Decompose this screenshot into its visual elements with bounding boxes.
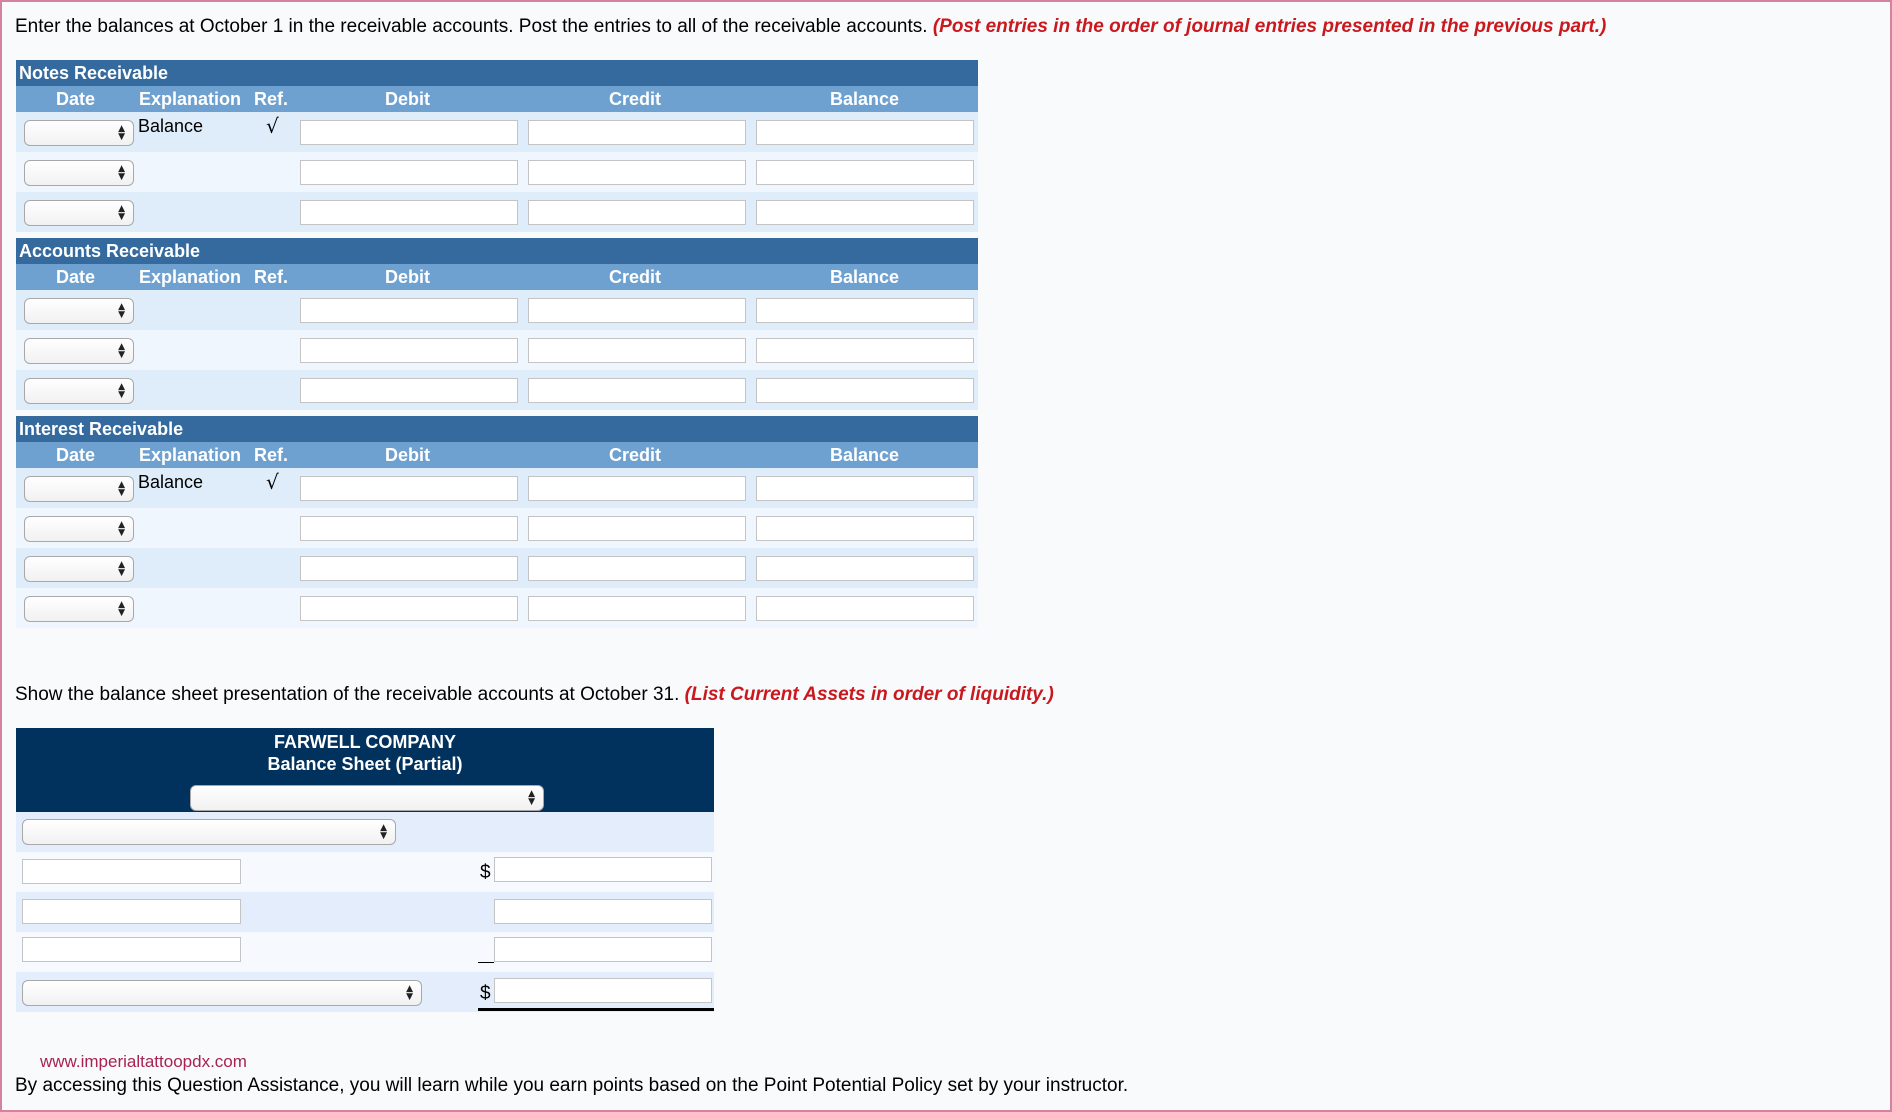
ledger-row — [16, 588, 978, 628]
checkmark-icon: √ — [266, 114, 279, 138]
ledger-row — [16, 192, 978, 232]
balance-input[interactable] — [756, 160, 974, 185]
stepper-arrows-icon: ▲ ▼ — [118, 600, 125, 618]
account-title: Accounts Receivable — [16, 238, 978, 264]
asset-row — [16, 892, 714, 932]
section-heading-row — [16, 812, 714, 852]
credit-input[interactable] — [528, 200, 746, 225]
company-name: FARWELL COMPANY — [273, 732, 456, 752]
stepper-arrows-icon: ▲ ▼ — [118, 204, 125, 222]
column-header-debit: Debit — [385, 267, 430, 287]
asset-amount-input[interactable] — [494, 857, 712, 882]
ledger-row — [16, 152, 978, 192]
double-underline — [478, 1008, 714, 1011]
stepper-arrows-icon: ▲ ▼ — [118, 560, 125, 578]
ledger-row — [16, 468, 978, 508]
date-select[interactable] — [24, 120, 134, 146]
asset-row — [16, 932, 714, 972]
column-header-credit: Credit — [609, 89, 662, 109]
asset-name-input[interactable] — [22, 937, 241, 962]
balance-input[interactable] — [756, 516, 974, 541]
column-header-ref: Ref. — [254, 445, 289, 465]
column-header-credit: Credit — [609, 267, 662, 287]
total-label-select[interactable] — [22, 980, 422, 1006]
stepper-arrows-icon: ▲ ▼ — [118, 164, 125, 182]
debit-input[interactable] — [300, 516, 518, 541]
date-select[interactable] — [24, 160, 134, 186]
instructions-part2 — [15, 684, 1054, 706]
balance-input[interactable] — [756, 596, 974, 621]
date-select[interactable] — [24, 516, 134, 542]
ledger-table — [16, 60, 978, 232]
column-header-date: Date — [56, 267, 96, 287]
ledger-row — [16, 290, 978, 330]
checkmark-icon: √ — [266, 470, 279, 494]
total-amount-input[interactable] — [494, 978, 712, 1003]
balance-input[interactable] — [756, 120, 974, 145]
column-header-row — [16, 442, 978, 468]
asset-amount-input[interactable] — [494, 937, 712, 962]
stepper-arrows-icon: ▲ ▼ — [118, 520, 125, 538]
credit-input[interactable] — [528, 338, 746, 363]
stepper-arrows-icon: ▲ ▼ — [118, 342, 125, 360]
debit-input[interactable] — [300, 338, 518, 363]
instructions-text: Enter the balances at October 1 in the receivable accounts. Post the entries to all of the receivable accounts. — [15, 16, 928, 37]
date-select[interactable] — [24, 556, 134, 582]
balance-sheet — [16, 728, 714, 1012]
asset-name-input[interactable] — [22, 859, 241, 884]
total-row — [16, 972, 714, 1012]
date-heading-select[interactable] — [190, 785, 544, 811]
instructions-note: (List Current Assets in order of liquidity.) — [684, 684, 1054, 705]
stepper-arrows-icon: ▲ ▼ — [528, 789, 535, 807]
account-title: Notes Receivable — [16, 60, 978, 86]
credit-input[interactable] — [528, 160, 746, 185]
balance-input[interactable] — [756, 556, 974, 581]
column-header-credit: Credit — [609, 445, 662, 465]
debit-input[interactable] — [300, 476, 518, 501]
credit-input[interactable] — [528, 476, 746, 501]
balance-input[interactable] — [756, 298, 974, 323]
section-heading-select[interactable] — [22, 819, 396, 845]
balance-input[interactable] — [756, 338, 974, 363]
column-header-explanation: Explanation — [139, 267, 242, 287]
credit-input[interactable] — [528, 556, 746, 581]
watermark: www.imperialtattoopdx.com — [40, 1052, 247, 1071]
credit-input[interactable] — [528, 298, 746, 323]
date-select[interactable] — [24, 298, 134, 324]
dollar-sign: $ — [480, 862, 491, 883]
balance-input[interactable] — [756, 378, 974, 403]
debit-input[interactable] — [300, 120, 518, 145]
column-header-balance: Balance — [830, 445, 900, 465]
date-select[interactable] — [24, 378, 134, 404]
statement-title: Balance Sheet (Partial) — [267, 754, 463, 774]
instructions-note: (Post entries in the order of journal entries presented in the previous part.) — [932, 16, 1607, 37]
column-header-row — [16, 86, 978, 112]
date-select[interactable] — [24, 476, 134, 502]
stepper-arrows-icon: ▲ ▼ — [118, 302, 125, 320]
asset-name-input[interactable] — [22, 899, 241, 924]
asset-amount-input[interactable] — [494, 899, 712, 924]
ledger-table — [16, 416, 978, 628]
ledger-row — [16, 548, 978, 588]
explanation-text: Balance — [138, 472, 204, 492]
date-select[interactable] — [24, 596, 134, 622]
debit-input[interactable] — [300, 596, 518, 621]
stepper-arrows-icon: ▲ ▼ — [118, 124, 125, 142]
debit-input[interactable] — [300, 298, 518, 323]
debit-input[interactable] — [300, 200, 518, 225]
debit-input[interactable] — [300, 160, 518, 185]
column-header-explanation: Explanation — [139, 89, 242, 109]
column-header-row — [16, 264, 978, 290]
explanation-text: Balance — [138, 116, 204, 136]
ledger-row — [16, 112, 978, 152]
ledger-row — [16, 330, 978, 370]
stepper-arrows-icon: ▲ ▼ — [380, 823, 387, 841]
column-header-ref: Ref. — [254, 89, 289, 109]
debit-input[interactable] — [300, 378, 518, 403]
stepper-arrows-icon: ▲ ▼ — [118, 382, 125, 400]
ledger-row — [16, 508, 978, 548]
account-title: Interest Receivable — [16, 416, 978, 442]
balance-input[interactable] — [756, 476, 974, 501]
column-header-balance: Balance — [830, 89, 900, 109]
column-header-balance: Balance — [830, 267, 900, 287]
column-header-debit: Debit — [385, 445, 430, 465]
column-header-date: Date — [56, 89, 96, 109]
credit-input[interactable] — [528, 596, 746, 621]
balance-sheet-header — [16, 728, 714, 812]
instructions-text: Show the balance sheet presentation of the receivable accounts at October 31. — [15, 684, 680, 705]
ledger-row — [16, 370, 978, 410]
instructions-part1 — [15, 16, 1606, 38]
stepper-arrows-icon: ▲ ▼ — [406, 984, 413, 1002]
balance-input[interactable] — [756, 200, 974, 225]
credit-input[interactable] — [528, 378, 746, 403]
dollar-sign: $ — [480, 983, 491, 1004]
underline — [478, 962, 494, 963]
footer-text: By accessing this Question Assistance, you will learn while you earn points based on the Point Potential Policy set by your instructor. — [15, 1075, 1129, 1096]
credit-input[interactable] — [528, 516, 746, 541]
column-header-date: Date — [56, 445, 96, 465]
ledger-table — [16, 238, 978, 410]
column-header-debit: Debit — [385, 89, 430, 109]
stepper-arrows-icon: ▲ ▼ — [118, 480, 125, 498]
column-header-explanation: Explanation — [139, 445, 242, 465]
date-select[interactable] — [24, 200, 134, 226]
asset-row — [16, 852, 714, 892]
column-header-ref: Ref. — [254, 267, 289, 287]
date-select[interactable] — [24, 338, 134, 364]
credit-input[interactable] — [528, 120, 746, 145]
debit-input[interactable] — [300, 556, 518, 581]
